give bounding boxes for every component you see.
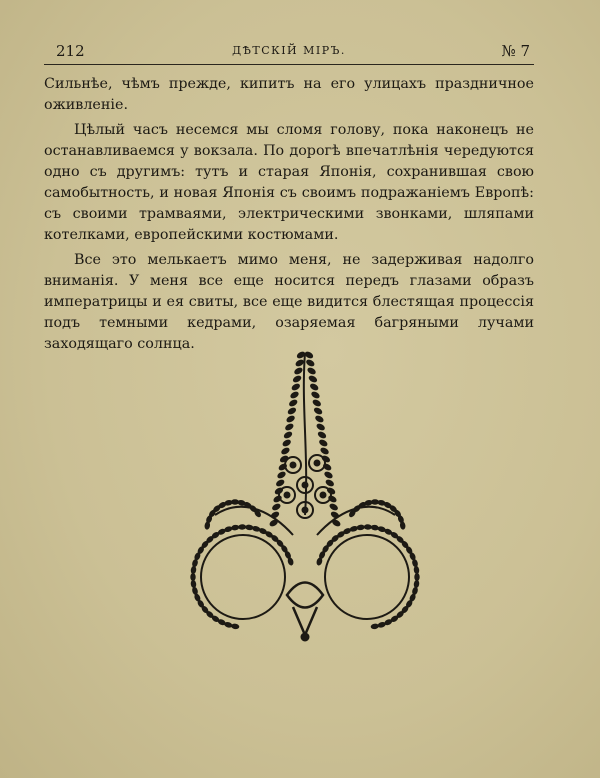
- paragraph-1: Сильнѣе, чѣмъ прежде, кипитъ на его улицахъ праздничное оживленіе.: [44, 76, 534, 113]
- body-text: [44, 74, 534, 359]
- paragraph-2: Цѣлый часъ несемся мы сломя голову, пока наконецъ не останавливаемся у вокзала. По дорогѣ впечатлѣнія чередуются одно съ другимъ: тутъ и старая Японія, сохранившая свою самобытность, и новая Японія съ своимъ подражаніемъ Европѣ: съ своими трамваями, электрическими звонками, шляпами котелками, европейскими костюмами.: [44, 122, 534, 243]
- paragraph-3: Все это мелькаетъ мимо меня, не задерживая надолго вниманія. У меня все еще носится передъ глазами образъ императрицы и ея свиты, все еще видится блестящая процессія подъ темными кедрами, озаряемая багряными лучами заходящаго солнца.: [44, 252, 534, 352]
- running-title: ДѢТСКІЙ МІРЪ.: [232, 44, 346, 57]
- page-number: 212: [56, 42, 85, 60]
- floral-vignette-icon: [175, 345, 435, 645]
- header-rule: [44, 64, 534, 65]
- page-header: [44, 40, 534, 62]
- issue-number: № 7: [501, 42, 530, 60]
